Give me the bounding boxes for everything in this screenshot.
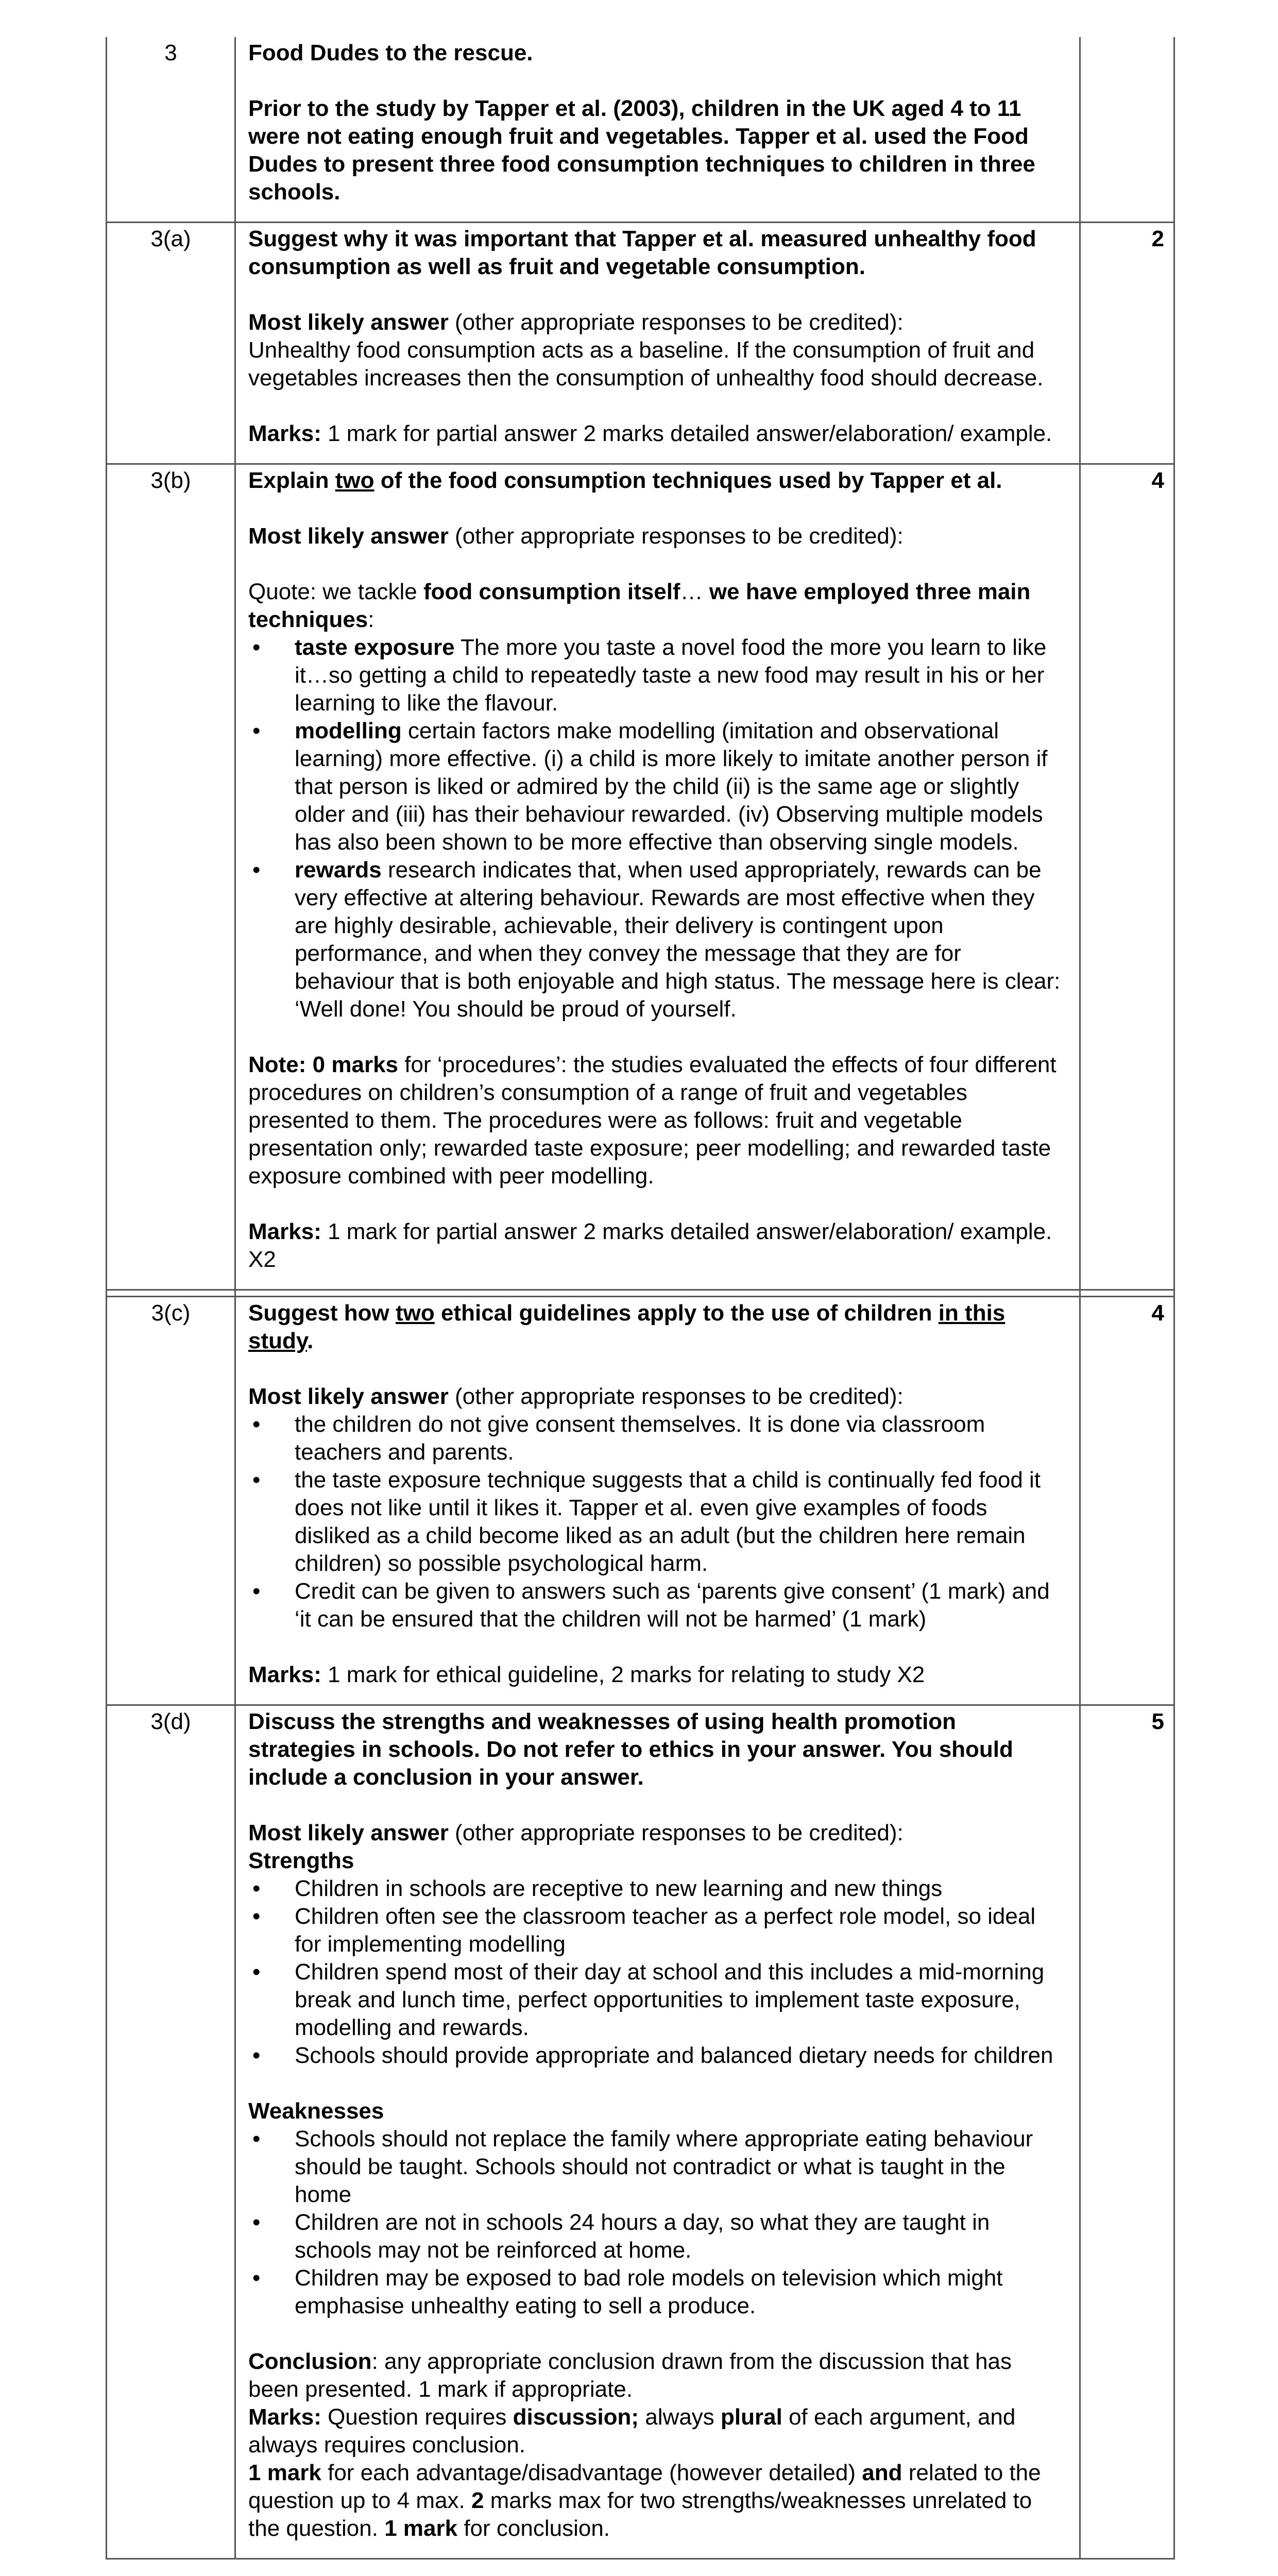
marks-cell [1080, 37, 1174, 223]
mla-suffix: (other appropriate responses to be credited): [448, 1820, 904, 1845]
marks-bold: plural [721, 2404, 782, 2430]
question-text-cell [235, 464, 1080, 1290]
question-text-cell [235, 223, 1080, 464]
prompt-part: . [307, 1328, 314, 1353]
technique-term: rewards [295, 857, 382, 883]
techniques-list [248, 634, 1067, 1023]
row-q3c [107, 1297, 1174, 1705]
marks-part: for each advantage/disadvantage (however detailed) [321, 2460, 862, 2485]
question-text-cell [235, 1297, 1080, 1705]
question-text-cell [235, 37, 1080, 223]
marks-bold: 2 [471, 2488, 484, 2513]
mla-suffix: (other appropriate responses to be credited): [448, 1384, 904, 1409]
marks-bold: discussion; [513, 2404, 639, 2430]
most-likely-answer [248, 309, 1067, 336]
mla-label: Most likely answer [248, 1384, 449, 1409]
prompt-part: Explain [248, 468, 335, 493]
marks-cell [1080, 464, 1174, 1290]
marks-cell [1080, 1705, 1174, 2559]
question-number-cell [107, 223, 235, 464]
technique-text: research indicates that, when used appropriately, rewards can be very effective at altering behaviour. Rewards are most effective when they are highly desirable, achievable, their delivery is contingent upon performance, and when they convey the message that they are for behaviour that is both enjoyable and high status. The message here is clear: ‘Well done! You should be proud of yourself. [295, 857, 1061, 1022]
technique-term: modelling [295, 718, 402, 743]
question-number: 3 [164, 40, 177, 65]
marks-text: 1 mark for partial answer 2 marks detailed answer/elaboration/ example. [321, 421, 1052, 446]
row-q3d [107, 1705, 1174, 2559]
question-prompt [248, 467, 1067, 495]
note-label: Note: 0 marks [248, 1052, 399, 1077]
most-likely-answer [248, 1383, 1067, 1411]
marks-label: Marks: [248, 1662, 321, 1687]
strengths-heading: Strengths [248, 1848, 354, 1873]
strengths-list [248, 1875, 1067, 2070]
question-prompt [248, 1299, 1067, 1355]
row-q3 [107, 37, 1174, 223]
marks-guidance [248, 1218, 1067, 1274]
marks-label: Marks: [248, 1219, 321, 1244]
list-item: • Children are not in schools 24 hours a day, so what they are taught in schools may not be reinforced at home. [248, 2209, 1067, 2264]
marks-cell [1080, 223, 1174, 464]
prompt-underlined: two [335, 468, 374, 493]
list-item: • Schools should provide appropriate and balanced dietary needs for children [248, 2042, 1067, 2070]
marks-text: 1 mark for ethical guideline, 2 marks for relating to study X2 [321, 1662, 925, 1687]
marks-label: Marks: [248, 421, 321, 446]
marks-guidance [248, 2403, 1067, 2459]
marks-bold: 1 mark [248, 2460, 321, 2485]
marks-part: for conclusion. [457, 2516, 610, 2541]
gap-cell [235, 1290, 1080, 1297]
question-number-cell [107, 37, 235, 223]
question-prompt: Suggest why it was important that Tapper et al. measured unhealthy food consumption as well as fruit and vegetable consumption. [248, 226, 1036, 279]
technique-term: taste exposure [295, 635, 455, 660]
marks-value: 4 [1151, 468, 1164, 493]
marks-value: 4 [1151, 1300, 1164, 1326]
list-item [248, 856, 1067, 1023]
mla-label: Most likely answer [248, 1820, 449, 1845]
mark-scheme-table [106, 37, 1175, 2560]
question-number: 3(c) [151, 1300, 191, 1326]
weaknesses-heading: Weaknesses [248, 2098, 384, 2124]
marks-part: marks max for two strengths/weaknesses unrelated to the question. [248, 2488, 1032, 2541]
marks-bold: 1 mark [384, 2516, 458, 2541]
quote-part: Quote: we tackle [248, 579, 423, 604]
gap-cell [1080, 1290, 1174, 1297]
marks-part: always [639, 2404, 721, 2430]
list-item: • Children in schools are receptive to new learning and new things [248, 1875, 1067, 1903]
most-likely-answer [248, 522, 1067, 550]
marks-part: of each argument, and always requires conclusion. [248, 2404, 1016, 2458]
row-q3b [107, 464, 1174, 1290]
conclusion-text [248, 2348, 1067, 2403]
note-text [248, 1051, 1067, 1190]
prompt-part: Suggest how [248, 1300, 396, 1326]
prompt-part: of the food consumption techniques used by Tapper et al. [374, 468, 1002, 493]
question-number-cell [107, 1705, 235, 2559]
mla-label: Most likely answer [248, 310, 449, 335]
quote-bold: we have employed three main techniques [248, 579, 1031, 632]
most-likely-answer [248, 1819, 1067, 1847]
list-item: • Children may be exposed to bad role models on television which might emphasise unhealthy eating to sell a produce. [248, 2264, 1067, 2320]
prompt-underlined: two [396, 1300, 435, 1326]
ethics-list [248, 1411, 1067, 1633]
question-number-cell [107, 1297, 235, 1705]
mla-suffix: (other appropriate responses to be credited): [448, 310, 904, 335]
row-gap [107, 1290, 1174, 1297]
list-item: • the taste exposure technique suggests that a child is continually fed food it does not like until it likes it. Tapper et al. even give examples of foods disliked as a child become liked as an adult (but the children here remain children) so possible psychological harm. [248, 1466, 1067, 1578]
quote-part: : [368, 607, 374, 632]
answer-text: Unhealthy food consumption acts as a baseline. If the consumption of fruit and vegetables increases then the consumption of unhealthy food should decrease. [248, 337, 1044, 391]
marks-value: 5 [1151, 1709, 1164, 1734]
list-item: • Children spend most of their day at school and this includes a mid-morning break and lunch time, perfect opportunities to implement taste exposure, modelling and rewards. [248, 1958, 1067, 2042]
weaknesses-list [248, 2125, 1067, 2320]
question-number: 3(d) [150, 1709, 191, 1734]
question-number: 3(a) [150, 226, 191, 251]
list-item [248, 717, 1067, 856]
list-item: • the children do not give consent themselves. It is done via classroom teachers and parents. [248, 1411, 1067, 1466]
section-intro: Prior to the study by Tapper et al. (2003), children in the UK aged 4 to 11 were not eating enough fruit and vegetables. Tapper et al. used the Food Dudes to present three food consumption techniques to children in three schools. [248, 96, 1035, 205]
row-q3a [107, 223, 1174, 464]
section-title: Food Dudes to the rescue. [248, 40, 533, 65]
marks-value: 2 [1151, 226, 1164, 251]
mla-suffix: (other appropriate responses to be credited): [448, 523, 904, 549]
list-item: • Credit can be given to answers such as ‘parents give consent’ (1 mark) and ‘it can be ensured that the children will not be harmed’ (1 mark) [248, 1578, 1067, 1633]
conclusion-body: : any appropriate conclusion drawn from the discussion that has been presented. 1 mark if appropriate. [248, 2349, 1012, 2402]
question-number-cell [107, 464, 235, 1290]
prompt-underlined: in this study [248, 1300, 1006, 1353]
quote-bold: food consumption itself [423, 579, 680, 604]
quote-part: … [680, 579, 709, 604]
conclusion-label: Conclusion [248, 2349, 372, 2374]
marks-guidance [248, 420, 1067, 448]
list-item: • Children often see the classroom teacher as a perfect role model, so ideal for implementing modelling [248, 1903, 1067, 1958]
marks-part: related to the question up to 4 max. [248, 2460, 1041, 2513]
marks-text: 1 mark for partial answer 2 marks detailed answer/elaboration/ example. X2 [248, 1219, 1052, 1272]
marks-label: Marks: [248, 2404, 321, 2430]
question-number: 3(b) [150, 468, 191, 493]
technique-text: certain factors make modelling (imitation and observational learning) more effective. (i) a child is more likely to imitate another person if that person is liked or admired by the child (ii) is the same age or slightly older and (iii) has their behaviour rewarded. (iv) Observing multiple models has also been shown to be more effective than observing single models. [295, 718, 1048, 855]
quote-text [248, 578, 1067, 634]
list-item [248, 634, 1067, 717]
question-text-cell [235, 1705, 1080, 2559]
marks-part: Question requires [321, 2404, 513, 2430]
marks-guidance [248, 1661, 1067, 1689]
marks-cell [1080, 1297, 1174, 1705]
marks-bold: and [862, 2460, 902, 2485]
list-item: • Schools should not replace the family where appropriate eating behaviour should be taught. Schools should not contradict or what is taught in the home [248, 2125, 1067, 2209]
mla-label: Most likely answer [248, 523, 449, 549]
prompt-part: ethical guidelines apply to the use of children [434, 1300, 939, 1326]
gap-cell [107, 1290, 235, 1297]
note-body: for ‘procedures’: the studies evaluated the effects of four different procedures on children’s consumption of a range of fruit and vegetables presented to them. The procedures were as follows: fruit and vegetable presentation only; rewarded taste exposure; peer modelling; and rewarded taste exposure combined with peer modelling. [248, 1052, 1057, 1189]
question-prompt: Discuss the strengths and weaknesses of using health promotion strategies in schools. Do not refer to ethics in your answer. You should include a conclusion in your answer. [248, 1709, 1013, 1790]
technique-text: The more you taste a novel food the more you learn to like it…so getting a child to repeatedly taste a new food may result in his or her learning to like the flavour. [295, 635, 1047, 716]
marks-breakdown [248, 2459, 1067, 2543]
